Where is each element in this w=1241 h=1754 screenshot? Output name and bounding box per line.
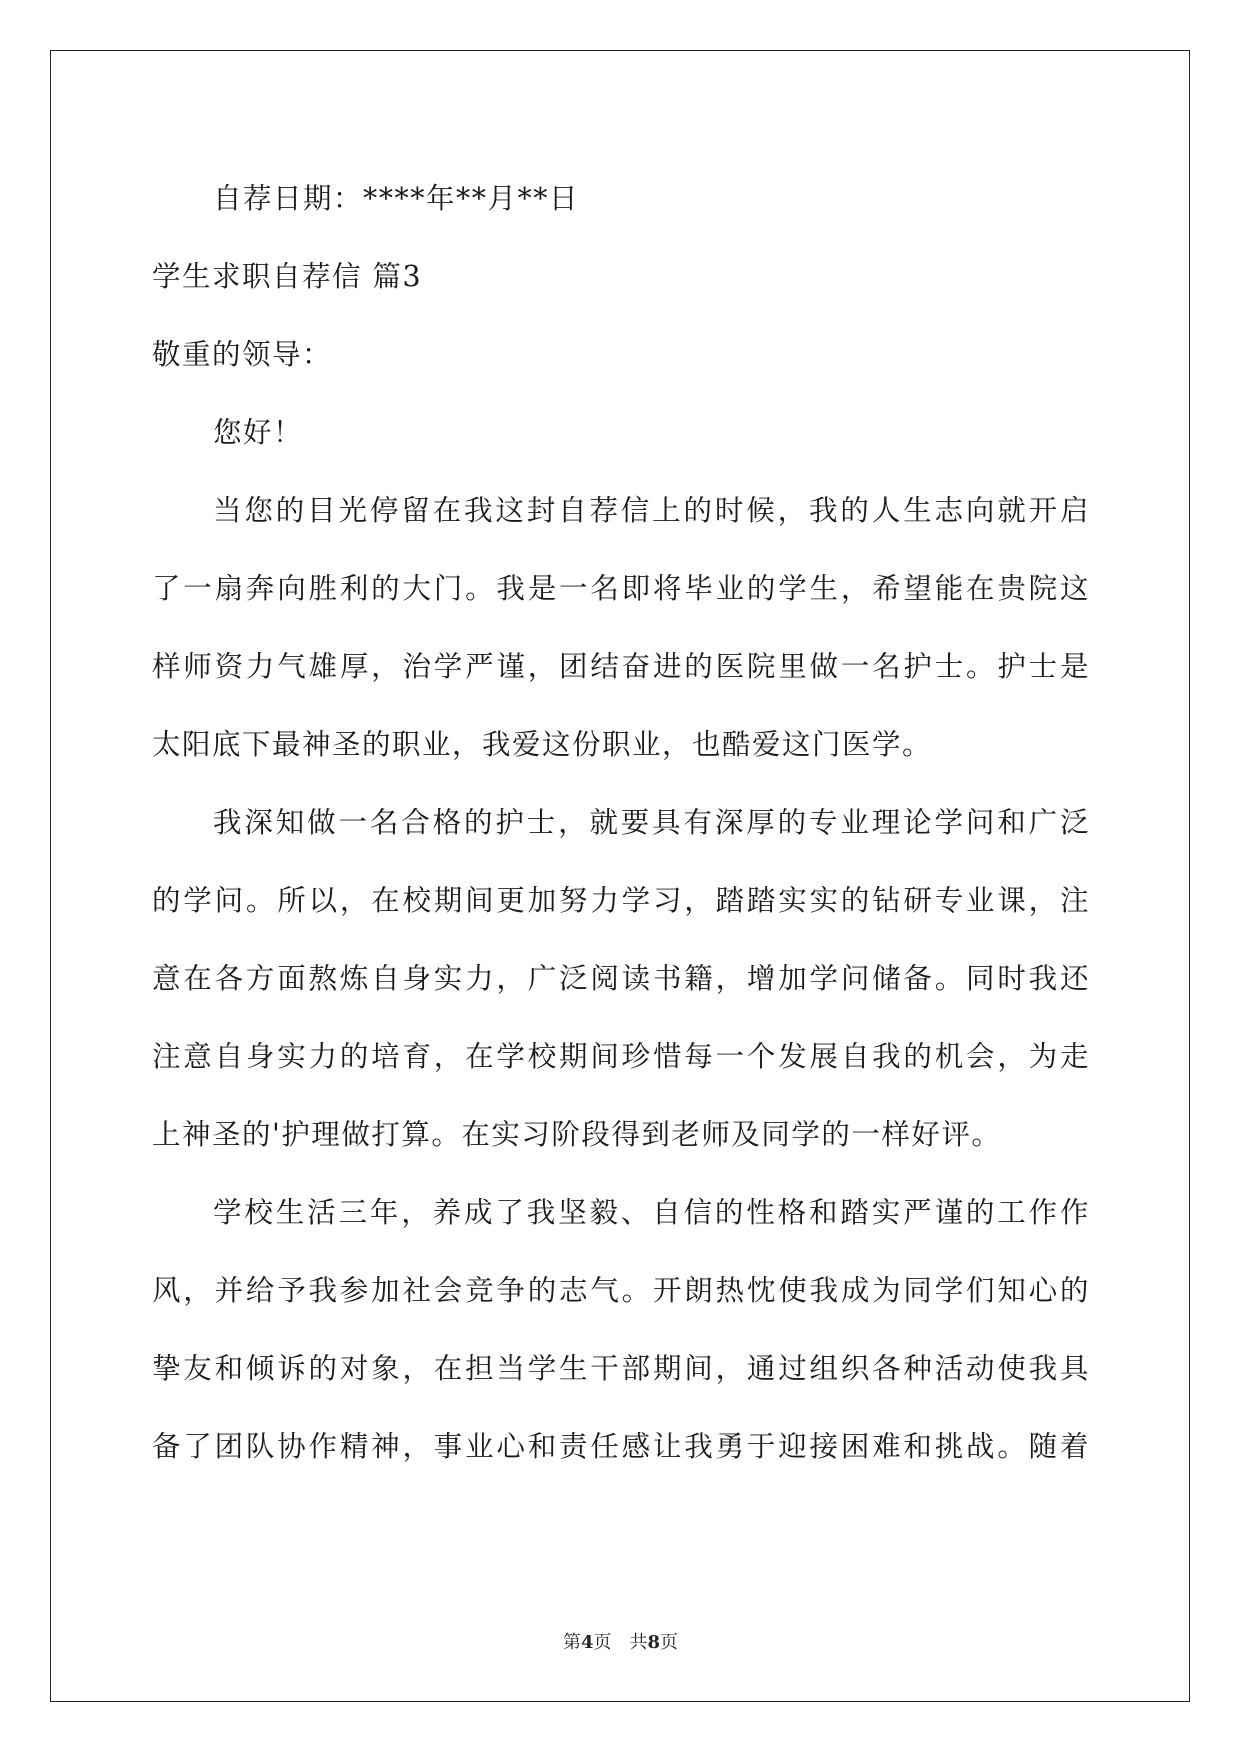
footer-prefix: 第 bbox=[562, 1632, 581, 1653]
text-line: 上神圣的'护理做打算。在实习阶段得到老师及同学的一样好评。 bbox=[152, 1118, 1002, 1151]
text-line: 意在各方面熬炼自身实力，广泛阅读书籍，增加学问储备。同时我还 bbox=[152, 962, 1090, 995]
text-line: 备了团队协作精神，事业心和责任感让我勇于迎接困难和挑战。随着 bbox=[152, 1430, 1090, 1463]
text-line: 注意自身实力的培育，在学校期间珍惜每一个发展自我的机会，为走 bbox=[152, 1040, 1090, 1073]
text-line: 学校生活三年，养成了我坚毅、自信的性格和踏实严谨的工作作 bbox=[213, 1196, 1090, 1229]
current-page-number: 4 bbox=[580, 1632, 594, 1653]
text-line: 样师资力气雄厚，治学严谨，团结奋进的医院里做一名护士。护士是 bbox=[152, 650, 1090, 683]
text-line: 您好！ bbox=[213, 416, 304, 449]
text-line: 了一扇奔向胜利的大门。我是一名即将毕业的学生，希望能在贵院这 bbox=[152, 572, 1090, 605]
document-body bbox=[152, 160, 1090, 1486]
text-line: 学生求职自荐信 篇3 bbox=[152, 260, 423, 293]
footer-middle: 页 共 bbox=[593, 1632, 648, 1653]
footer-suffix: 页 bbox=[660, 1632, 679, 1653]
text-line: 挚友和倾诉的对象，在担当学生干部期间，通过组织各种活动使我具 bbox=[152, 1352, 1090, 1385]
text-line: 风，并给予我参加社会竞争的志气。开朗热忱使我成为同学们知心的 bbox=[152, 1274, 1090, 1307]
total-page-count: 8 bbox=[647, 1632, 661, 1653]
text-line: 当您的目光停留在我这封自荐信上的时候，我的人生志向就开启 bbox=[213, 494, 1090, 527]
text-line: 太阳底下最神圣的职业，我爱这份职业，也酷爱这门医学。 bbox=[152, 728, 933, 761]
page-footer bbox=[0, 1628, 1241, 1654]
text-line: 我深知做一名合格的护士，就要具有深厚的专业理论学问和广泛 bbox=[213, 806, 1090, 839]
text-line: 的学问。所以，在校期间更加努力学习，踏踏实实的钻研专业课，注 bbox=[152, 884, 1090, 917]
text-line: 自荐日期：****年**月**日 bbox=[213, 182, 580, 215]
text-line: 敬重的领导： bbox=[152, 338, 333, 371]
